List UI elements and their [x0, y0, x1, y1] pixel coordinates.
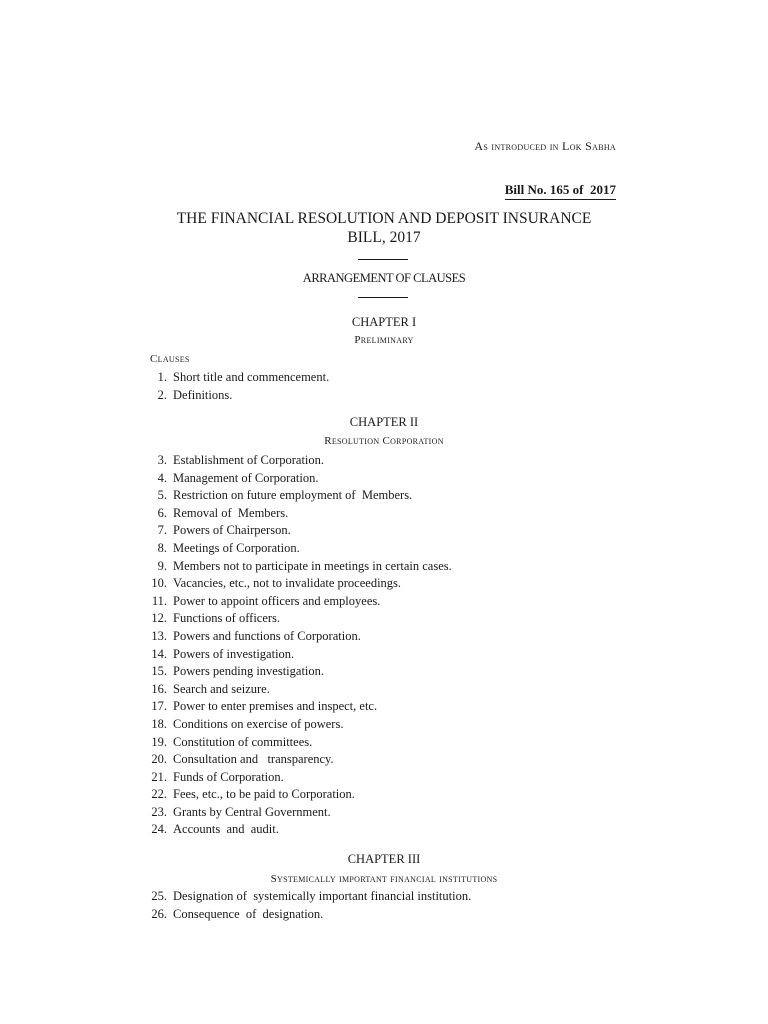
clause-number: 2. — [157, 387, 167, 402]
clause-title: Powers of Chairperson. — [173, 523, 291, 538]
clause-item — [140, 487, 620, 505]
clause-title: Removal of Members. — [173, 505, 289, 520]
chapter-subtitle: Preliminary — [354, 334, 414, 346]
clause-number: 15. — [151, 664, 167, 679]
clause-item — [140, 681, 620, 699]
clause-title: Powers of investigation. — [173, 646, 295, 661]
clause-item — [140, 628, 620, 646]
clause-title: Functions of officers. — [173, 611, 281, 626]
chapter-subtitle: Resolution Corporation — [324, 435, 444, 447]
divider-rule — [358, 259, 408, 260]
clause-title: Conditions on exercise of powers. — [173, 716, 344, 731]
clause-number: 25. — [151, 889, 167, 903]
clause-item — [140, 821, 620, 839]
clause-item — [140, 888, 620, 906]
divider-rule — [358, 297, 408, 298]
clause-number: 9. — [157, 558, 167, 573]
clause-list — [140, 452, 620, 839]
clause-title: Accounts and audit. — [173, 822, 279, 837]
clause-number: 16. — [151, 681, 167, 696]
clause-item — [140, 663, 620, 681]
chapter-heading: CHAPTER II — [349, 415, 419, 429]
clause-number: 7. — [157, 523, 167, 538]
clause-number: 8. — [157, 540, 167, 555]
clause-number: 17. — [151, 699, 167, 714]
clause-number: 22. — [151, 787, 167, 802]
clause-item — [140, 769, 620, 787]
clause-list — [140, 888, 620, 923]
clause-number: 5. — [157, 488, 167, 503]
clause-title: Vacancies, etc., not to invalidate proceedings. — [173, 576, 402, 591]
clause-number: 4. — [157, 470, 167, 485]
clause-number: 24. — [151, 822, 167, 837]
clause-item — [140, 804, 620, 822]
clause-item — [140, 575, 620, 593]
clause-number: 1. — [157, 370, 167, 384]
clause-number: 3. — [157, 453, 167, 467]
clause-title: Definitions. — [173, 387, 233, 402]
clause-title: Establishment of Corporation. — [173, 453, 325, 467]
clause-number: 20. — [151, 752, 167, 767]
clause-item — [140, 452, 620, 470]
clause-list — [140, 369, 620, 404]
clause-number: 26. — [151, 906, 167, 921]
clause-number: 13. — [151, 628, 167, 643]
clause-item — [140, 558, 620, 576]
clause-title: Search and seizure. — [173, 681, 270, 696]
clause-item — [140, 716, 620, 734]
clause-title: Grants by Central Government. — [173, 804, 331, 819]
clause-title: Consultation and transparency. — [173, 752, 334, 767]
clause-item — [140, 522, 620, 540]
clause-title: Power to appoint officers and employees. — [173, 593, 381, 608]
clause-number: 12. — [151, 611, 167, 626]
clause-number: 11. — [151, 593, 167, 608]
clause-item — [140, 387, 620, 405]
clause-item — [140, 369, 620, 387]
clause-title: Constitution of committees. — [173, 734, 313, 749]
clause-number: 23. — [151, 804, 167, 819]
bill-title — [152, 209, 616, 247]
clause-item — [140, 610, 620, 628]
clause-item — [140, 470, 620, 488]
clause-title: Restriction on future employment of Members. — [173, 488, 413, 503]
clause-title: Consequence of designation. — [173, 906, 324, 921]
clause-title: Power to enter premises and inspect, etc. — [173, 699, 378, 714]
bill-title-line-2: BILL, 2017 — [347, 229, 421, 246]
clause-title: Members not to participate in meetings in certain cases. — [173, 558, 452, 573]
clause-item — [140, 786, 620, 804]
clause-item — [140, 751, 620, 769]
clause-item — [140, 593, 620, 611]
introduced-note: As introduced in Lok Sabha — [474, 139, 616, 153]
clause-item — [140, 906, 620, 924]
clause-number: 19. — [151, 734, 167, 749]
clause-title: Meetings of Corporation. — [173, 540, 300, 555]
bill-title-line-1: THE FINANCIAL RESOLUTION AND DEPOSIT INSURANCE — [176, 210, 592, 227]
clause-title: Designation of systemically important financial institution. — [173, 889, 472, 903]
bill-number: Bill No. 165 of 2017 — [505, 182, 616, 200]
clause-item — [140, 698, 620, 716]
clause-title: Powers pending investigation. — [173, 664, 325, 679]
clause-title: Funds of Corporation. — [173, 769, 284, 784]
arrangement-heading: ARRANGEMENT OF CLAUSES — [302, 271, 466, 285]
clause-number: 10. — [151, 576, 167, 591]
clause-number: 14. — [151, 646, 167, 661]
clause-title: Fees, etc., to be paid to Corporation. — [173, 787, 355, 802]
clause-item — [140, 734, 620, 752]
clause-item — [140, 505, 620, 523]
clause-title: Powers and functions of Corporation. — [173, 628, 361, 643]
clause-number: 21. — [151, 769, 167, 784]
clauses-label: Clauses — [150, 353, 190, 365]
clause-number: 18. — [151, 716, 167, 731]
clause-title: Management of Corporation. — [173, 470, 319, 485]
chapter-heading: CHAPTER III — [347, 852, 421, 866]
clause-number: 6. — [157, 505, 167, 520]
chapter-heading: CHAPTER I — [351, 315, 417, 329]
chapter-subtitle: Systemically important financial institutions — [270, 873, 498, 885]
clause-title: Short title and commencement. — [173, 370, 330, 384]
clause-item — [140, 646, 620, 664]
clause-item — [140, 540, 620, 558]
